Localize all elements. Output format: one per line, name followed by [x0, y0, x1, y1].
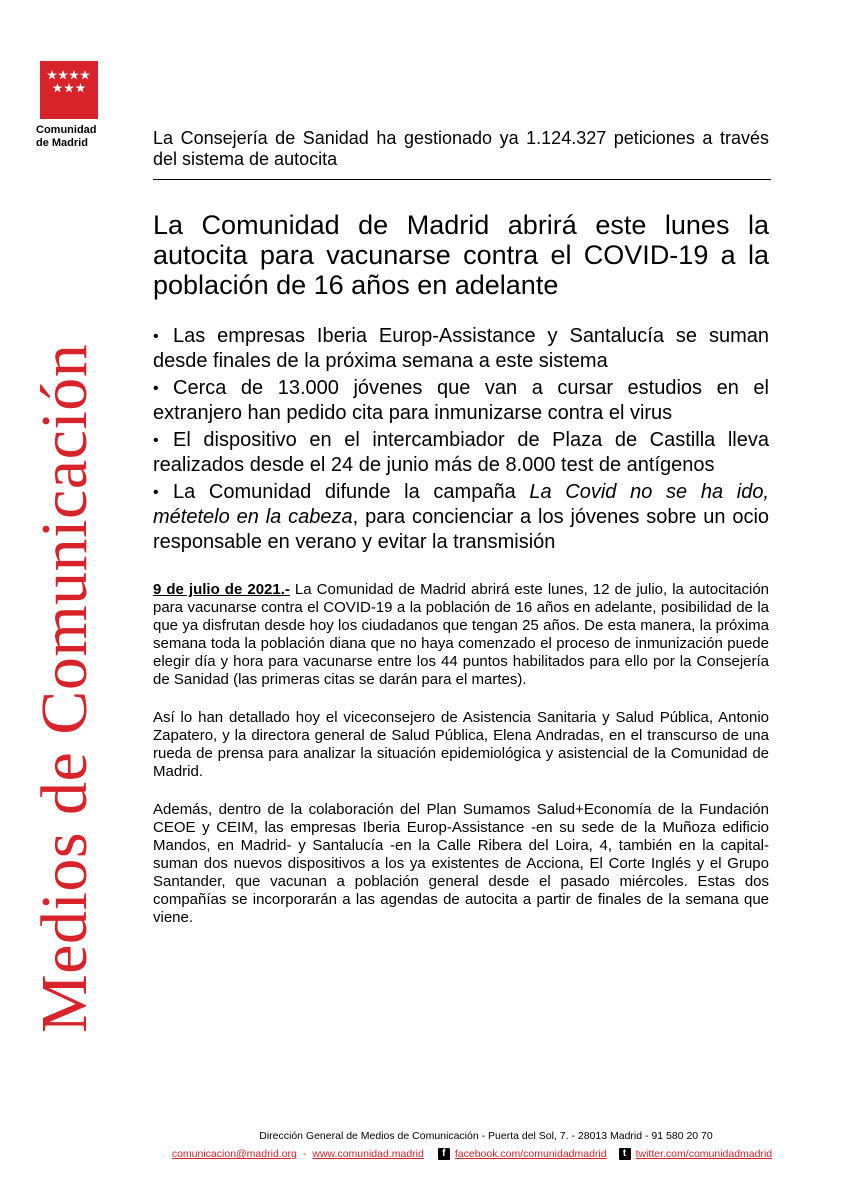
footer-separator: -: [302, 1148, 307, 1160]
vertical-section-title: Medios de Comunicación: [28, 343, 101, 1033]
star-icon: [76, 83, 86, 92]
paragraph-1-text: La Comunidad de Madrid abrirá este lunes, 12 de julio, la autocitación para vacunarse contra el COVID-19 a la población de 16 años en adelante, posibilidad de la que ya disfrutan desde hoy los ciudadanos que tengan 25 años. De esta manera, la próxima semana toda la población diana que no haya comenzado el proceso de inmunización puede elegir día y hora para vacunarse entre los 44 puntos habilitados para ello por la Consejería de Sanidad (las primeras citas se darán para el martes).: [153, 581, 769, 688]
highlight-item: [153, 376, 769, 426]
highlights-list: [153, 324, 769, 555]
paragraph-1: [153, 581, 769, 689]
seven-stars-icon: [40, 61, 98, 119]
star-icon: [58, 70, 68, 79]
logo-wordmark: [36, 124, 126, 150]
paragraph-2: Así lo han detallado hoy el viceconsejero de Asistencia Sanitaria y Salud Pública, Antonio Zapatero, y la directora general de Salud Pública, Elena Andradas, en el transcurso de una rueda de prensa para analizar la situación epidemiológica y asistencial de la Comunidad de Madrid.: [153, 709, 769, 780]
star-icon: [80, 70, 90, 79]
article-body: [153, 581, 769, 927]
press-release-content: [153, 128, 769, 947]
logo-line-1: Comunidad: [36, 124, 97, 136]
star-icon: [64, 83, 74, 92]
paragraph-3: Además, dentro de la colaboración del Plan Sumamos Salud+Economía de la Fundación CEOE y CEIM, las empresas Iberia Europ-Assistance -en su sede de la Muñoza edificio Mandos, en Madrid- y Santalucía -en la Calle Ribera del Loira, 4, también en la capital- suman dos nuevos dispositivos a los ya existentes de Acciona, El Corte Inglés y el Grupo Santander, que vacunan a población general desde el pasado miércoles. Estas dos compañías se incorporarán a las agendas de autocita a partir de finales de la semana que viene.: [153, 801, 769, 926]
highlight-text: El dispositivo en el intercambiador de Plaza de Castilla lleva realizados desde el 24 de junio más de 8.000 test de antígenos: [153, 429, 769, 476]
bullet-icon: •: [153, 380, 159, 397]
star-icon: [53, 83, 63, 92]
twitter-icon: t: [619, 1148, 631, 1160]
bullet-icon: •: [153, 432, 159, 449]
highlight-item: [153, 324, 769, 374]
website-link[interactable]: www.comunidad.madrid: [312, 1148, 424, 1160]
logo-line-2: de Madrid: [36, 137, 88, 149]
dateline: 9 de julio de 2021.-: [153, 581, 290, 598]
highlight-text: La Comunidad difunde la campaña: [173, 481, 530, 503]
twitter-link[interactable]: twitter.com/comunidadmadrid: [635, 1148, 773, 1160]
bullet-icon: •: [153, 328, 159, 345]
highlight-text: Cerca de 13.000 jóvenes que van a cursar estudios en el extranjero han pedido cita para inmunizarse contra el virus: [153, 377, 769, 424]
summary-line: La Consejería de Sanidad ha gestionado ya 1.124.327 peticiones a través del sistema de autocita: [153, 128, 769, 169]
highlight-text: Las empresas Iberia Europ-Assistance y Santalucía se suman desde finales de la próxima semana a este sistema: [153, 325, 769, 372]
email-link[interactable]: comunicacion@madrid.org: [171, 1148, 297, 1160]
headline: La Comunidad de Madrid abrirá este lunes la autocita para vacunarse contra el COVID-19 a la población de 16 años en adelante: [153, 210, 769, 300]
madrid-logo: [40, 61, 98, 119]
campaign-name: La Covid no se ha ido, métetelo en la cabeza: [153, 481, 769, 528]
star-icon: [69, 70, 79, 79]
footer-address: Dirección General de Medios de Comunicación - Puerta del Sol, 7. - 28013 Madrid - 91 580 20 70: [259, 1130, 713, 1142]
highlight-text: , para concienciar a los jóvenes sobre un ocio responsable en verano y evitar la transmisión: [153, 506, 770, 553]
footer-links: [48, 1148, 848, 1160]
facebook-icon: f: [438, 1148, 450, 1160]
highlight-item: [153, 428, 769, 478]
highlight-item: [153, 480, 769, 555]
facebook-link[interactable]: facebook.com/comunidadmadrid: [454, 1148, 607, 1160]
summary-divider: [153, 179, 771, 180]
bullet-icon: •: [153, 484, 159, 501]
star-icon: [47, 70, 57, 79]
